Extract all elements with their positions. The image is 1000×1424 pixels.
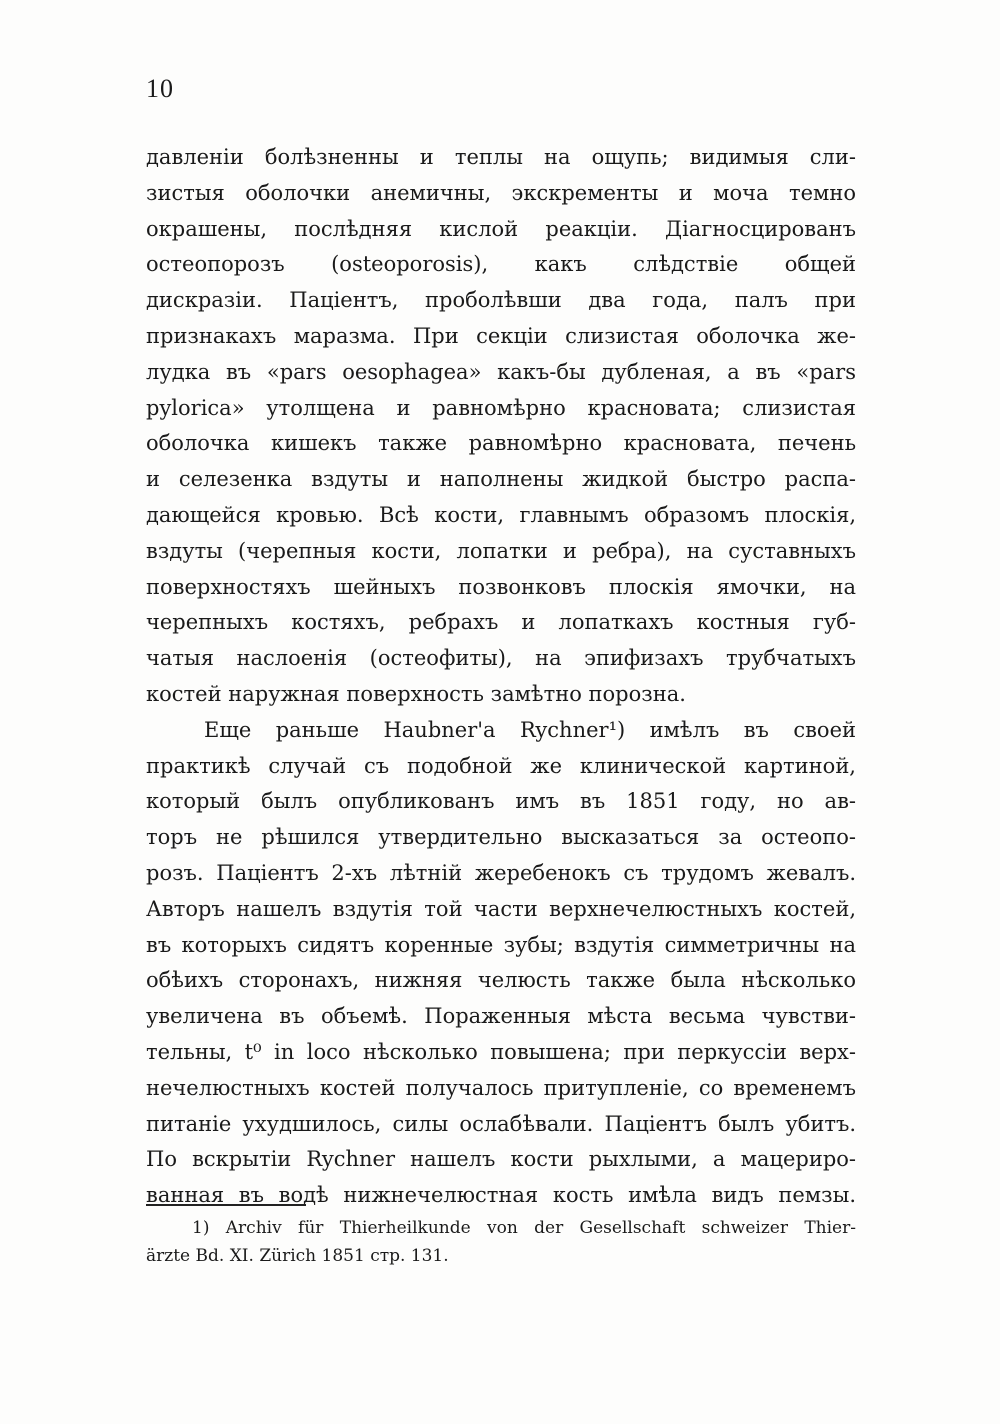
text-line: оболочка кишекъ также равномѣрно красновата, печень [146,431,856,456]
text-line: розъ. Паціентъ 2-хъ лѣтній жеребенокъ съ трудомъ жевалъ. [146,860,856,885]
paragraph-start-line: Еще раньше Haubner'a Rychner¹) имѣлъ въ своей [204,717,856,742]
text-line: pylorica» утолщена и равномѣрно красновата; слизистая [146,395,856,420]
text-line: Авторъ нашелъ вздутія той части верхнечелюстныхъ костей, [146,896,856,921]
text-line: лудка въ «pars oesophagea» какъ-бы дубленая, а въ «pars [146,359,856,384]
text-line: нечелюстныхъ костей получалось притупленіе, со временемъ [146,1075,856,1100]
text-line: ванная въ водѣ нижнечелюстная кость имѣла видъ пемзы. [146,1183,856,1208]
text-line: остеопорозъ (osteoporosis), какъ слѣдствіе общей [146,252,856,277]
text-line: признакахъ маразма. При секціи слизистая оболочка же- [146,323,856,348]
text-line: тельны, t⁰ in loco нѣсколько повышена; при перкуссіи верх- [146,1039,856,1064]
body-text [146,140,856,1214]
footnote-divider [146,1204,306,1206]
text-line: питаніе ухудшилось, силы ослабѣвали. Паціентъ былъ убитъ. [146,1111,856,1136]
text-line: практикѣ случай съ подобной же клинической картиной, [146,753,856,778]
page-number: 10 [146,74,174,103]
footnote-line: 1) Archiv für Thierheilkunde von der Gesellschaft schweizer Thier- [192,1218,856,1238]
text-line: обѣихъ сторонахъ, нижняя челюсть также была нѣсколько [146,968,856,993]
text-line: поверхностяхъ шейныхъ позвонковъ плоскія ямочки, на [146,574,856,599]
text-line: По вскрытіи Rychner нашелъ кости рыхлыми, а мацериро- [146,1147,856,1172]
text-line: въ которыхъ сидятъ коренные зубы; вздутія симметричны на [146,932,856,957]
text-line: и селезенка вздуты и наполнены жидкой быстро распа- [146,467,856,492]
text-line: костей наружная поверхность замѣтно порозна. [146,681,686,706]
text-line: вздуты (черепныя кости, лопатки и ребра), на суставныхъ [146,538,856,563]
text-line: черепныхъ костяхъ, ребрахъ и лопаткахъ костныя губ- [146,610,856,635]
text-line: торъ не рѣшился утвердительно высказаться за остеопо- [146,825,856,850]
text-line: окрашены, послѣдняя кислой реакціи. Діагносцированъ [146,216,856,241]
text-line: дискразіи. Паціентъ, проболѣвши два года, палъ при [146,288,856,313]
text-line: увеличена въ объемѣ. Пораженныя мѣста весьма чувстви- [146,1004,856,1029]
footnote-line: ärzte Bd. XI. Zürich 1851 стр. 131. [146,1246,449,1266]
text-line: зистыя оболочки анемичны, экскременты и моча темно [146,180,856,205]
text-line: который былъ опубликованъ имъ въ 1851 году, но ав- [146,789,856,814]
text-line: дающейся кровью. Всѣ кости, главнымъ образомъ плоскія, [146,502,856,527]
text-line: давленіи болѣзненны и теплы на ощупь; видимыя сли- [146,145,856,169]
footnotes [146,1214,856,1270]
text-line: чатыя наслоенія (остеофиты), на эпифизахъ трубчатыхъ [146,646,856,671]
